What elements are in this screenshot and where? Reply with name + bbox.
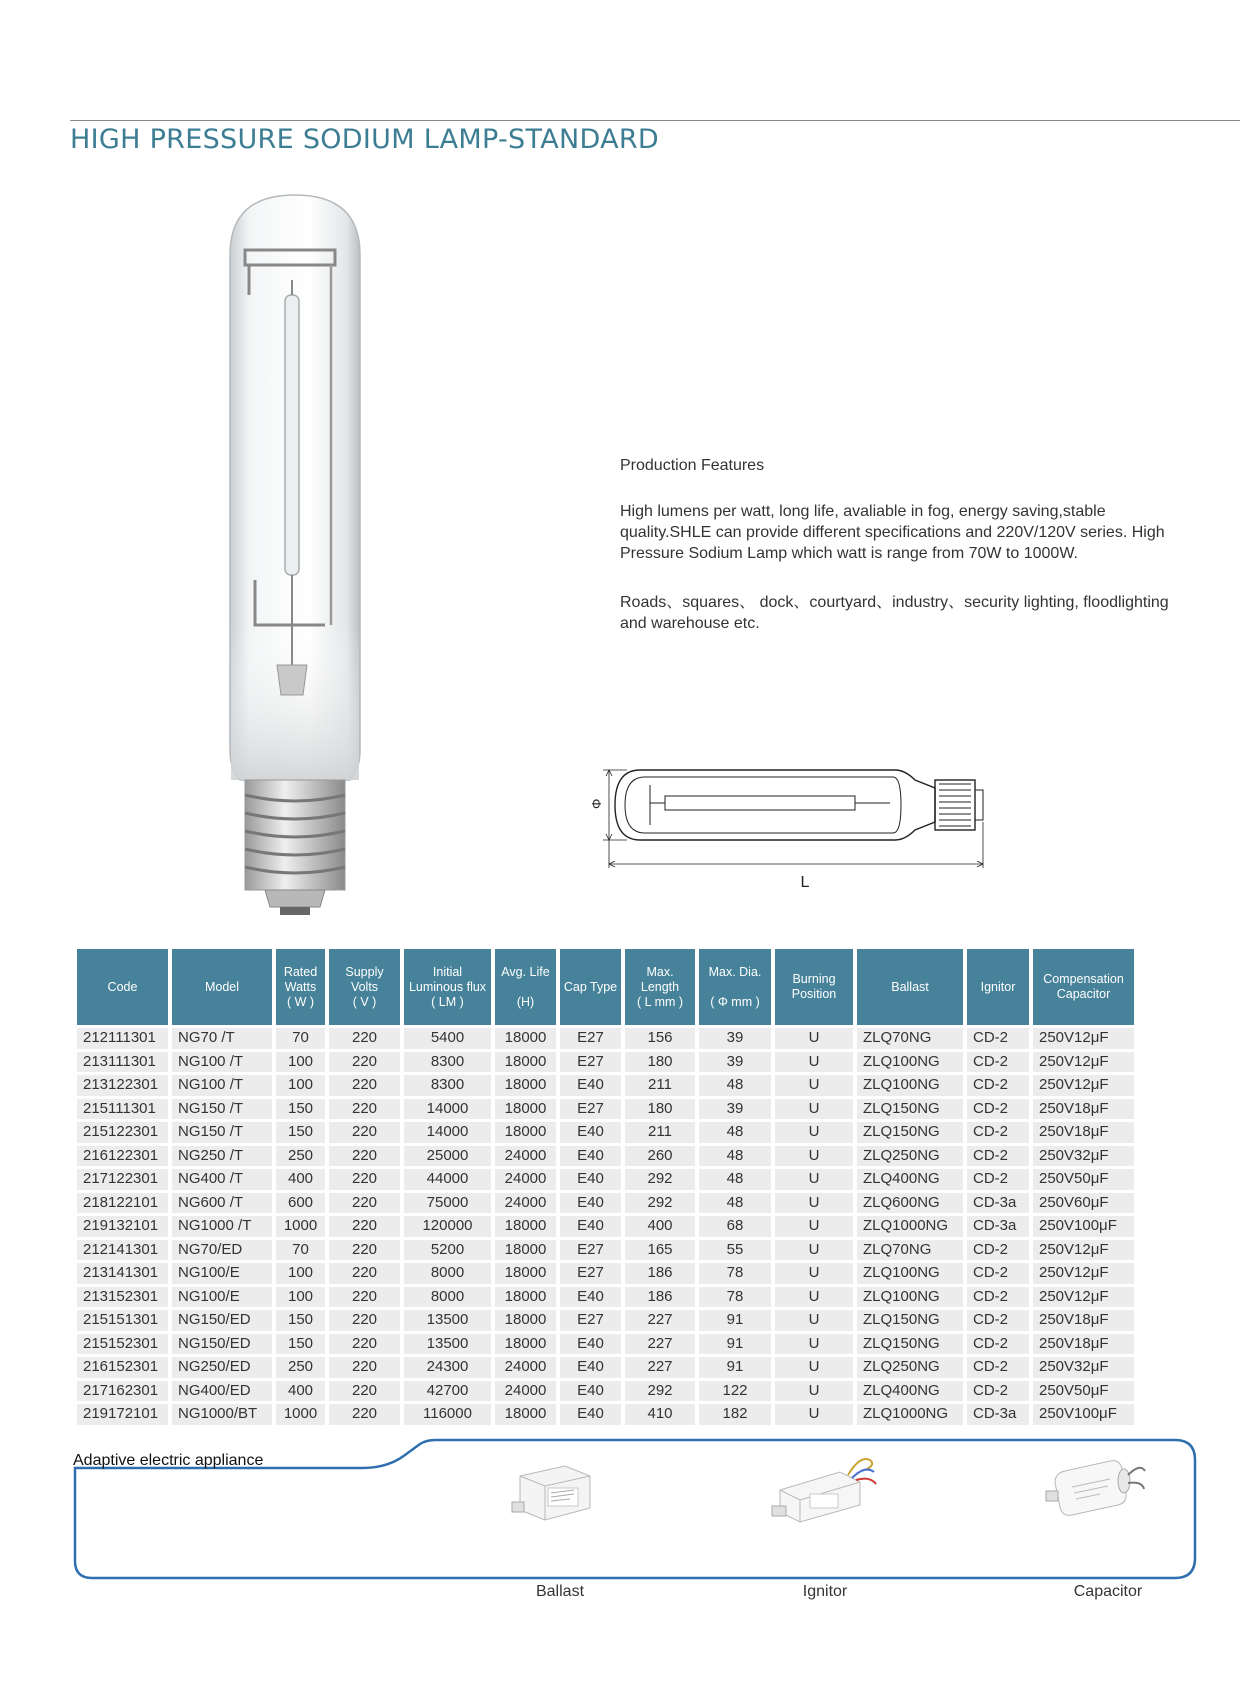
capacitor-icon: [1040, 1443, 1150, 1523]
header-ignitor: [967, 949, 1029, 1025]
cell-code: 217162301: [77, 1381, 168, 1402]
table-row: [77, 1075, 1134, 1096]
cell-code: 216152301: [77, 1357, 168, 1378]
cell-cap-type: E40: [560, 1404, 621, 1425]
table-row: [77, 1216, 1134, 1237]
cell-supply-volts: 220: [329, 1193, 400, 1214]
header-cap-type: [560, 949, 621, 1025]
cell-supply-volts: 220: [329, 1404, 400, 1425]
cell-ballast: ZLQ70NG: [857, 1028, 963, 1049]
table-row: [77, 1122, 1134, 1143]
cell-supply-volts: 220: [329, 1028, 400, 1049]
diameter-label: Φ: [589, 798, 604, 809]
cell-max-dia: 182: [699, 1404, 771, 1425]
cell-code: 213122301: [77, 1075, 168, 1096]
cell-max-dia: 91: [699, 1334, 771, 1355]
header-ballast: [857, 949, 963, 1025]
header-line: Burning: [792, 972, 836, 986]
header-line: Luminous flux: [408, 979, 487, 994]
cell-supply-volts: 220: [329, 1169, 400, 1190]
cell-code: 215122301: [77, 1122, 168, 1143]
table-body: [77, 1028, 1134, 1425]
cell-ignitor: CD-3a: [967, 1216, 1029, 1237]
header-line: Rated: [283, 964, 318, 979]
cell-code: 219172101: [77, 1404, 168, 1425]
cell-luminous-flux: 24300: [404, 1357, 491, 1378]
cell-max-dia: 39: [699, 1028, 771, 1049]
cell-model: NG1000/BT: [172, 1404, 272, 1425]
cell-max-length: 156: [625, 1028, 695, 1049]
cell-rated-watts: 400: [276, 1381, 325, 1402]
features-heading: Production Features: [620, 457, 765, 474]
cell-max-length: 227: [625, 1310, 695, 1331]
cell-code: 218122101: [77, 1193, 168, 1214]
cell-ballast: ZLQ150NG: [857, 1099, 963, 1120]
cell-rated-watts: 250: [276, 1146, 325, 1167]
cell-supply-volts: 220: [329, 1052, 400, 1073]
cell-cap-type: E40: [560, 1334, 621, 1355]
cell-burning-position: U: [775, 1146, 853, 1167]
cell-model: NG250/ED: [172, 1357, 272, 1378]
cell-model: NG100/E: [172, 1263, 272, 1284]
cell-ignitor: CD-2: [967, 1381, 1029, 1402]
table-row: [77, 1287, 1134, 1308]
cell-model: NG100 /T: [172, 1075, 272, 1096]
cell-cap-type: E40: [560, 1216, 621, 1237]
header-line: (H): [516, 994, 535, 1009]
cell-ballast: ZLQ100NG: [857, 1075, 963, 1096]
cell-ignitor: CD-3a: [967, 1404, 1029, 1425]
cell-model: NG400 /T: [172, 1169, 272, 1190]
cell-supply-volts: 220: [329, 1357, 400, 1378]
production-features: [620, 455, 1180, 662]
cell-max-length: 292: [625, 1193, 695, 1214]
cell-ignitor: CD-2: [967, 1052, 1029, 1073]
table-row: [77, 1099, 1134, 1120]
header-line: ( V ): [352, 994, 377, 1009]
cell-cap-type: E40: [560, 1122, 621, 1143]
spec-table: [73, 946, 1138, 1428]
cell-capacitor: 250V12μF: [1033, 1287, 1134, 1308]
cell-ballast: ZLQ150NG: [857, 1310, 963, 1331]
header-line: Position: [791, 987, 837, 1001]
cell-supply-volts: 220: [329, 1381, 400, 1402]
lamp-photo: [225, 195, 365, 915]
cell-burning-position: U: [775, 1263, 853, 1284]
cell-code: 213152301: [77, 1287, 168, 1308]
appliance-label: Adaptive electric appliance: [73, 1452, 264, 1469]
cell-capacitor: 250V32μF: [1033, 1357, 1134, 1378]
cell-ignitor: CD-2: [967, 1263, 1029, 1284]
cell-max-dia: 78: [699, 1263, 771, 1284]
cell-max-dia: 48: [699, 1193, 771, 1214]
cell-ignitor: CD-2: [967, 1099, 1029, 1120]
header-line: Max.: [646, 964, 674, 979]
cell-max-dia: 48: [699, 1169, 771, 1190]
cell-rated-watts: 70: [276, 1028, 325, 1049]
cell-max-length: 186: [625, 1263, 695, 1284]
cell-max-length: 292: [625, 1169, 695, 1190]
cell-model: NG70/ED: [172, 1240, 272, 1261]
cell-max-dia: 48: [699, 1075, 771, 1096]
cell-supply-volts: 220: [329, 1099, 400, 1120]
cell-ballast: ZLQ400NG: [857, 1381, 963, 1402]
table-row: [77, 1357, 1134, 1378]
cell-cap-type: E27: [560, 1240, 621, 1261]
cell-luminous-flux: 8300: [404, 1075, 491, 1096]
cell-capacitor: 250V50μF: [1033, 1381, 1134, 1402]
cell-rated-watts: 600: [276, 1193, 325, 1214]
cell-code: 213141301: [77, 1263, 168, 1284]
cell-avg-life: 18000: [495, 1334, 556, 1355]
header-line: Ballast: [891, 979, 929, 994]
page-title: HIGH PRESSURE SODIUM LAMP-STANDARD: [70, 124, 659, 155]
header-line: Watts: [284, 979, 317, 994]
header-capacitor: [1033, 949, 1134, 1025]
cell-luminous-flux: 75000: [404, 1193, 491, 1214]
cell-burning-position: U: [775, 1334, 853, 1355]
table-row: [77, 1334, 1134, 1355]
cell-rated-watts: 150: [276, 1310, 325, 1331]
ballast-icon: [510, 1458, 595, 1528]
cell-capacitor: 250V32μF: [1033, 1146, 1134, 1167]
ignitor-icon: [770, 1450, 880, 1530]
cell-max-length: 186: [625, 1287, 695, 1308]
cell-avg-life: 24000: [495, 1146, 556, 1167]
cell-max-dia: 48: [699, 1146, 771, 1167]
cell-max-length: 292: [625, 1381, 695, 1402]
cell-ignitor: CD-2: [967, 1028, 1029, 1049]
cell-supply-volts: 220: [329, 1263, 400, 1284]
cell-ballast: ZLQ400NG: [857, 1169, 963, 1190]
cell-rated-watts: 70: [276, 1240, 325, 1261]
lamp-dimension-diagram: [589, 760, 1025, 895]
cell-supply-volts: 220: [329, 1122, 400, 1143]
cell-cap-type: E27: [560, 1099, 621, 1120]
cell-luminous-flux: 14000: [404, 1122, 491, 1143]
cell-capacitor: 250V18μF: [1033, 1310, 1134, 1331]
cell-burning-position: U: [775, 1052, 853, 1073]
cell-avg-life: 18000: [495, 1263, 556, 1284]
features-applications: Roads、squares、 dock、courtyard、industry、security lighting, floodlighting and warehouse etc.: [620, 594, 1169, 632]
cell-capacitor: 250V12μF: [1033, 1028, 1134, 1049]
cell-ballast: ZLQ70NG: [857, 1240, 963, 1261]
table-row: [77, 1052, 1134, 1073]
cell-avg-life: 18000: [495, 1028, 556, 1049]
header-line: ( Φ mm ): [710, 994, 760, 1009]
table-row: [77, 1263, 1134, 1284]
cell-luminous-flux: 13500: [404, 1334, 491, 1355]
table-row: [77, 1240, 1134, 1261]
cell-rated-watts: 1000: [276, 1404, 325, 1425]
cell-rated-watts: 250: [276, 1357, 325, 1378]
header-max-dia: [699, 949, 771, 1025]
cell-luminous-flux: 42700: [404, 1381, 491, 1402]
table-header-row: [77, 949, 1134, 1025]
table-row: [77, 1193, 1134, 1214]
cell-model: NG150/ED: [172, 1334, 272, 1355]
cell-ignitor: CD-2: [967, 1122, 1029, 1143]
cell-burning-position: U: [775, 1287, 853, 1308]
cell-code: 215152301: [77, 1334, 168, 1355]
cell-cap-type: E27: [560, 1028, 621, 1049]
cell-avg-life: 24000: [495, 1357, 556, 1378]
cell-ballast: ZLQ100NG: [857, 1287, 963, 1308]
cell-luminous-flux: 8000: [404, 1263, 491, 1284]
cell-cap-type: E40: [560, 1146, 621, 1167]
cell-luminous-flux: 8000: [404, 1287, 491, 1308]
header-line: Compensation: [1043, 972, 1124, 986]
header-supply-volts: [329, 949, 400, 1025]
table-row: [77, 1404, 1134, 1425]
cell-burning-position: U: [775, 1099, 853, 1120]
cell-cap-type: E27: [560, 1310, 621, 1331]
header-line: Capacitor: [1056, 987, 1111, 1001]
cell-capacitor: 250V100μF: [1033, 1404, 1134, 1425]
ballast-label: Ballast: [535, 1583, 585, 1600]
cell-model: NG100 /T: [172, 1052, 272, 1073]
header-model: [172, 949, 272, 1025]
cell-max-dia: 48: [699, 1122, 771, 1143]
cell-cap-type: E40: [560, 1169, 621, 1190]
cell-ballast: ZLQ150NG: [857, 1122, 963, 1143]
cell-avg-life: 18000: [495, 1075, 556, 1096]
cell-ignitor: CD-2: [967, 1169, 1029, 1190]
cell-avg-life: 24000: [495, 1169, 556, 1190]
cell-burning-position: U: [775, 1404, 853, 1425]
header-line: Ignitor: [980, 979, 1016, 994]
cell-code: 217122301: [77, 1169, 168, 1190]
cell-rated-watts: 150: [276, 1122, 325, 1143]
cell-luminous-flux: 13500: [404, 1310, 491, 1331]
cell-avg-life: 18000: [495, 1052, 556, 1073]
header-line: [701, 980, 769, 995]
cell-burning-position: U: [775, 1169, 853, 1190]
cell-code: 213111301: [77, 1052, 168, 1073]
cell-model: NG150 /T: [172, 1099, 272, 1120]
top-rule: [70, 120, 1240, 121]
cell-max-length: 410: [625, 1404, 695, 1425]
cell-rated-watts: 150: [276, 1099, 325, 1120]
cell-luminous-flux: 116000: [404, 1404, 491, 1425]
cell-capacitor: 250V50μF: [1033, 1169, 1134, 1190]
cell-ignitor: CD-2: [967, 1146, 1029, 1167]
cell-ignitor: CD-2: [967, 1287, 1029, 1308]
header-line: Volts: [350, 979, 379, 994]
header-line: Model: [204, 979, 240, 994]
table-row: [77, 1146, 1134, 1167]
cell-luminous-flux: 25000: [404, 1146, 491, 1167]
features-paragraph: High lumens per watt, long life, avaliable in fog, energy saving,stable quality.SHLE can provide different specifications and 220V/120V series. High Pressure Sodium Lamp which watt is range from 70W to 1000W.: [620, 503, 1165, 562]
cell-max-dia: 55: [699, 1240, 771, 1261]
cell-ignitor: CD-2: [967, 1075, 1029, 1096]
header-avg-life: [495, 949, 556, 1025]
cell-luminous-flux: 120000: [404, 1216, 491, 1237]
cell-supply-volts: 220: [329, 1146, 400, 1167]
cell-capacitor: 250V12μF: [1033, 1075, 1134, 1096]
cell-cap-type: E40: [560, 1381, 621, 1402]
cell-capacitor: 250V100μF: [1033, 1216, 1134, 1237]
cell-luminous-flux: 14000: [404, 1099, 491, 1120]
cell-model: NG100/E: [172, 1287, 272, 1308]
header-burning-position: [775, 949, 853, 1025]
cell-rated-watts: 100: [276, 1263, 325, 1284]
cell-ballast: ZLQ150NG: [857, 1334, 963, 1355]
cell-model: NG600 /T: [172, 1193, 272, 1214]
table-row: [77, 1028, 1134, 1049]
cell-burning-position: U: [775, 1122, 853, 1143]
cell-ballast: ZLQ600NG: [857, 1193, 963, 1214]
cell-avg-life: 18000: [495, 1216, 556, 1237]
cell-avg-life: 18000: [495, 1099, 556, 1120]
cell-burning-position: U: [775, 1357, 853, 1378]
cell-code: 212141301: [77, 1240, 168, 1261]
cell-luminous-flux: 5400: [404, 1028, 491, 1049]
cell-rated-watts: 1000: [276, 1216, 325, 1237]
cell-supply-volts: 220: [329, 1310, 400, 1331]
cell-avg-life: 18000: [495, 1122, 556, 1143]
cell-code: 219132101: [77, 1216, 168, 1237]
cell-avg-life: 24000: [495, 1193, 556, 1214]
cell-rated-watts: 100: [276, 1052, 325, 1073]
cell-luminous-flux: 8300: [404, 1052, 491, 1073]
header-line: Length: [640, 979, 680, 994]
table-row: [77, 1310, 1134, 1331]
header-line: Supply: [345, 964, 384, 979]
cell-burning-position: U: [775, 1240, 853, 1261]
length-label: L: [800, 874, 810, 891]
cell-max-length: 260: [625, 1146, 695, 1167]
cell-max-dia: 68: [699, 1216, 771, 1237]
cell-model: NG150/ED: [172, 1310, 272, 1331]
cell-ballast: ZLQ1000NG: [857, 1216, 963, 1237]
cell-cap-type: E40: [560, 1075, 621, 1096]
cell-model: NG1000 /T: [172, 1216, 272, 1237]
cell-burning-position: U: [775, 1381, 853, 1402]
cell-burning-position: U: [775, 1216, 853, 1237]
cell-rated-watts: 400: [276, 1169, 325, 1190]
cell-max-length: 180: [625, 1052, 695, 1073]
header-line: Max. Dia.: [708, 964, 762, 979]
cell-cap-type: E27: [560, 1052, 621, 1073]
cell-avg-life: 18000: [495, 1310, 556, 1331]
cell-burning-position: U: [775, 1310, 853, 1331]
header-line: Avg. Life: [501, 964, 550, 979]
cell-capacitor: 250V18μF: [1033, 1099, 1134, 1120]
header-max-length: [625, 949, 695, 1025]
cell-burning-position: U: [775, 1193, 853, 1214]
header-luminous-flux: [404, 949, 491, 1025]
cell-rated-watts: 100: [276, 1075, 325, 1096]
table-row: [77, 1381, 1134, 1402]
cell-max-length: 400: [625, 1216, 695, 1237]
cell-supply-volts: 220: [329, 1334, 400, 1355]
cell-avg-life: 18000: [495, 1240, 556, 1261]
cell-capacitor: 250V18μF: [1033, 1122, 1134, 1143]
cell-burning-position: U: [775, 1028, 853, 1049]
cell-supply-volts: 220: [329, 1075, 400, 1096]
cell-cap-type: E40: [560, 1287, 621, 1308]
header-line: Cap Type: [563, 979, 618, 994]
cell-ballast: ZLQ250NG: [857, 1146, 963, 1167]
cell-capacitor: 250V12μF: [1033, 1240, 1134, 1261]
cell-code: 212111301: [77, 1028, 168, 1049]
header-line: ( LM ): [431, 994, 464, 1009]
cell-ignitor: CD-2: [967, 1357, 1029, 1378]
cell-supply-volts: 220: [329, 1240, 400, 1261]
header-rated-watts: [276, 949, 325, 1025]
cell-cap-type: E40: [560, 1193, 621, 1214]
cell-ballast: ZLQ100NG: [857, 1052, 963, 1073]
cell-max-length: 211: [625, 1075, 695, 1096]
cell-luminous-flux: 5200: [404, 1240, 491, 1261]
cell-model: NG150 /T: [172, 1122, 272, 1143]
cell-ignitor: CD-2: [967, 1310, 1029, 1331]
cell-code: 215111301: [77, 1099, 168, 1120]
cell-ignitor: CD-2: [967, 1334, 1029, 1355]
cell-luminous-flux: 44000: [404, 1169, 491, 1190]
ignitor-label: Ignitor: [802, 1583, 848, 1600]
cell-capacitor: 250V18μF: [1033, 1334, 1134, 1355]
header-line: [497, 980, 554, 995]
cell-max-dia: 39: [699, 1099, 771, 1120]
cell-max-length: 180: [625, 1099, 695, 1120]
capacitor-label: Capacitor: [1073, 1583, 1143, 1600]
cell-avg-life: 18000: [495, 1287, 556, 1308]
cell-max-length: 227: [625, 1334, 695, 1355]
cell-rated-watts: 150: [276, 1334, 325, 1355]
header-line: ( W ): [286, 994, 315, 1009]
header-code: [77, 949, 168, 1025]
cell-max-dia: 39: [699, 1052, 771, 1073]
table-row: [77, 1169, 1134, 1190]
cell-avg-life: 18000: [495, 1404, 556, 1425]
header-line: ( L mm ): [636, 994, 684, 1009]
cell-supply-volts: 220: [329, 1216, 400, 1237]
cell-code: 216122301: [77, 1146, 168, 1167]
cell-max-dia: 78: [699, 1287, 771, 1308]
cell-max-length: 211: [625, 1122, 695, 1143]
cell-burning-position: U: [775, 1075, 853, 1096]
cell-model: NG70 /T: [172, 1028, 272, 1049]
cell-ballast: ZLQ1000NG: [857, 1404, 963, 1425]
cell-capacitor: 250V12μF: [1033, 1263, 1134, 1284]
cell-ignitor: CD-3a: [967, 1193, 1029, 1214]
cell-max-dia: 91: [699, 1357, 771, 1378]
header-line: Code: [107, 979, 138, 994]
cell-code: 215151301: [77, 1310, 168, 1331]
cell-max-length: 165: [625, 1240, 695, 1261]
cell-max-length: 227: [625, 1357, 695, 1378]
cell-supply-volts: 220: [329, 1287, 400, 1308]
cell-ballast: ZLQ100NG: [857, 1263, 963, 1284]
cell-cap-type: E27: [560, 1263, 621, 1284]
cell-ignitor: CD-2: [967, 1240, 1029, 1261]
header-line: Initial: [432, 964, 463, 979]
cell-cap-type: E40: [560, 1357, 621, 1378]
cell-model: NG250 /T: [172, 1146, 272, 1167]
cell-rated-watts: 100: [276, 1287, 325, 1308]
cell-model: NG400/ED: [172, 1381, 272, 1402]
cell-capacitor: 250V12μF: [1033, 1052, 1134, 1073]
cell-max-dia: 91: [699, 1310, 771, 1331]
cell-avg-life: 24000: [495, 1381, 556, 1402]
cell-ballast: ZLQ250NG: [857, 1357, 963, 1378]
cell-capacitor: 250V60μF: [1033, 1193, 1134, 1214]
cell-max-dia: 122: [699, 1381, 771, 1402]
